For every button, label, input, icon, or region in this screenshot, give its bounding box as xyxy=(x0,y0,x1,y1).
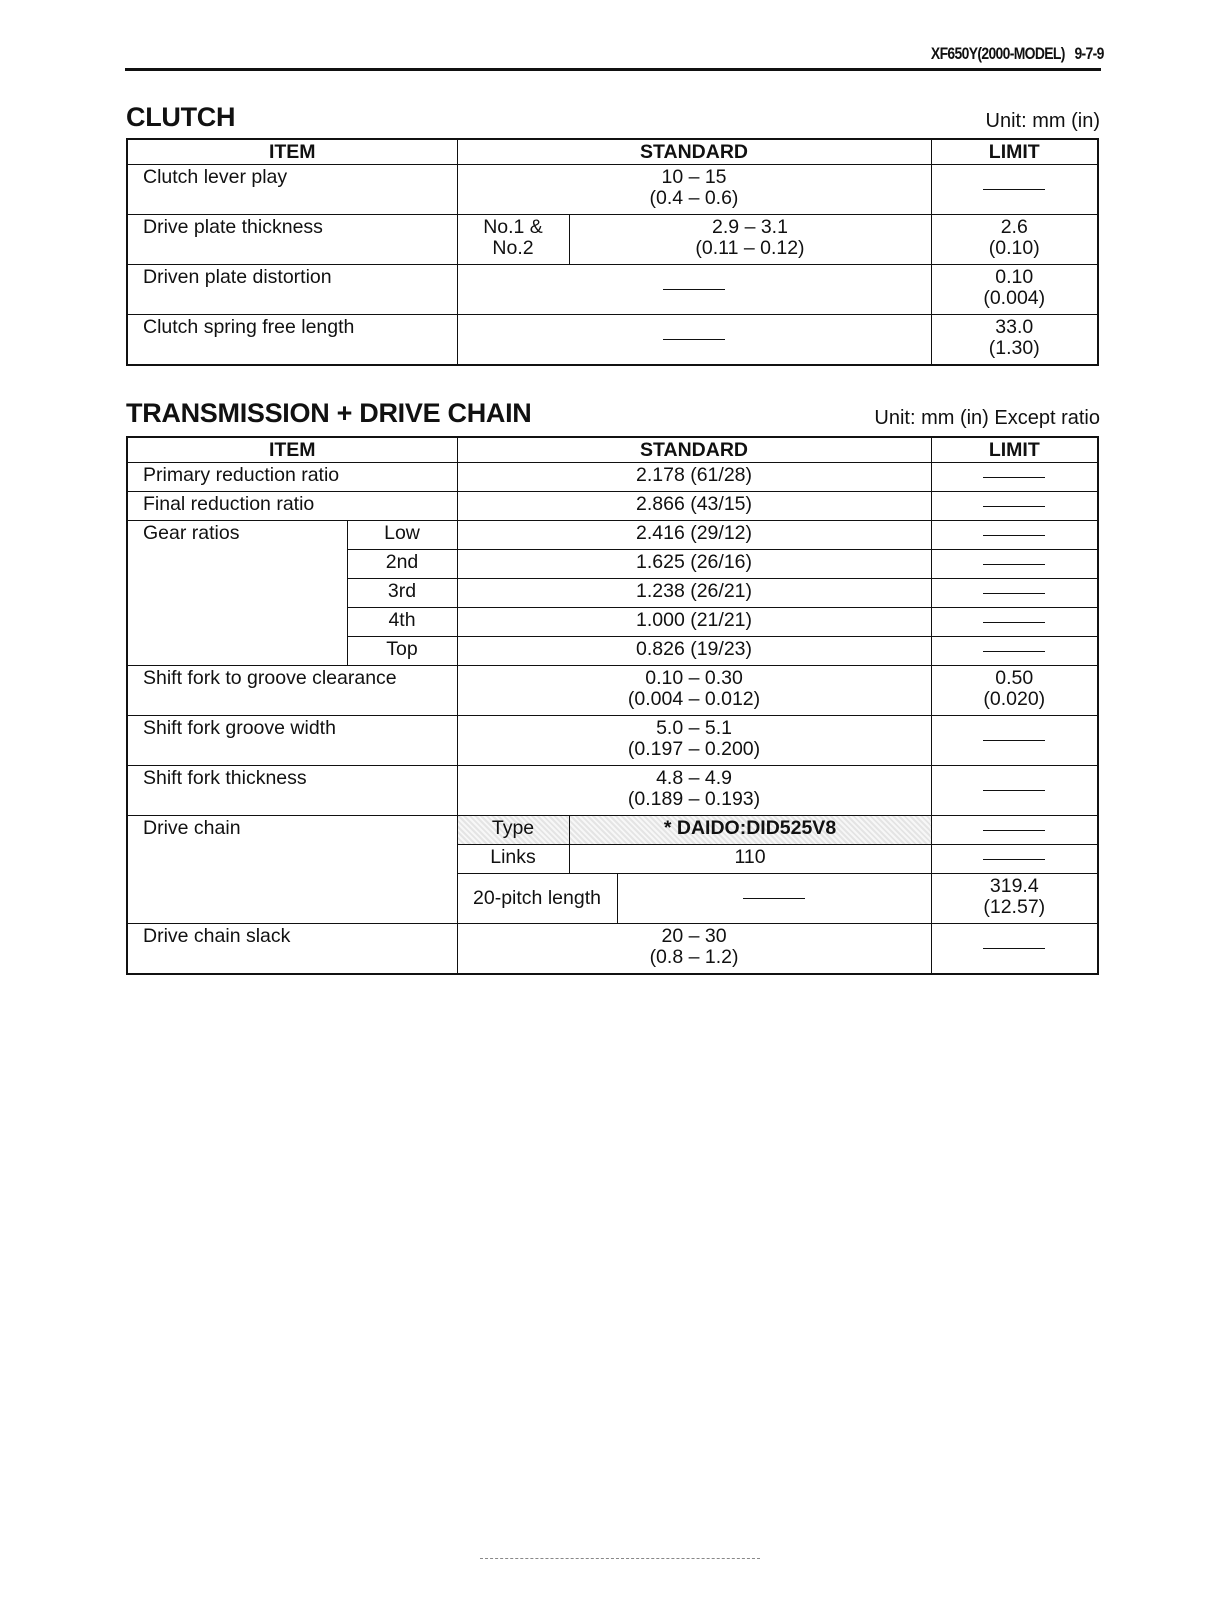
chain-type-label: Type xyxy=(457,816,569,845)
table-row xyxy=(127,521,1098,550)
standard-cell: 0.826 (19/23) xyxy=(457,637,931,666)
col-limit: LIMIT xyxy=(931,437,1098,463)
gear-cell: Top xyxy=(347,637,457,666)
item-cell: Shift fork to groove clearance xyxy=(127,666,457,716)
col-item: ITEM xyxy=(127,437,457,463)
limit-cell xyxy=(931,924,1098,974)
chain-pitch-label: 20-pitch length xyxy=(457,874,617,924)
table-row xyxy=(127,492,1098,521)
limit-cell xyxy=(931,845,1098,874)
item-cell: Primary reduction ratio xyxy=(127,463,457,492)
standard-cell xyxy=(457,265,931,315)
limit-cell xyxy=(931,550,1098,579)
sub-cell: No.1 & No.2 xyxy=(457,215,569,265)
page-header xyxy=(931,44,1104,64)
item-cell: Clutch lever play xyxy=(127,165,457,215)
chain-type-value: * DAIDO:DID525V8 xyxy=(569,816,931,845)
limit-cell: 0.50 (0.020) xyxy=(931,666,1098,716)
scan-artifact-line xyxy=(480,1558,760,1561)
standard-cell xyxy=(617,874,931,924)
item-cell: Drive plate thickness xyxy=(127,215,457,265)
limit-cell xyxy=(931,165,1098,215)
table-row xyxy=(127,265,1098,315)
table-row xyxy=(127,315,1098,365)
gear-cell: 2nd xyxy=(347,550,457,579)
chain-links-value: 110 xyxy=(569,845,931,874)
page-number: 9-7-9 xyxy=(1074,44,1104,63)
standard-cell: 1.000 (21/21) xyxy=(457,608,931,637)
table-row xyxy=(127,816,1098,845)
item-cell: Shift fork groove width xyxy=(127,716,457,766)
clutch-title: CLUTCH xyxy=(126,102,236,132)
table-row xyxy=(127,215,1098,265)
standard-cell: 10 – 15 (0.4 – 0.6) xyxy=(457,165,931,215)
standard-cell: 20 – 30 (0.8 – 1.2) xyxy=(457,924,931,974)
standard-cell: 1.625 (26/16) xyxy=(457,550,931,579)
standard-cell: 5.0 – 5.1 (0.197 – 0.200) xyxy=(457,716,931,766)
limit-cell: 0.10 (0.004) xyxy=(931,265,1098,315)
limit-cell xyxy=(931,766,1098,816)
table-row xyxy=(127,463,1098,492)
table-row xyxy=(127,716,1098,766)
limit-cell: 33.0 (1.30) xyxy=(931,315,1098,365)
transmission-unit: Unit: mm (in) Except ratio xyxy=(874,407,1100,429)
col-limit: LIMIT xyxy=(931,139,1098,165)
header-rule xyxy=(125,68,1101,71)
table-row xyxy=(127,165,1098,215)
clutch-unit: Unit: mm (in) xyxy=(985,110,1100,132)
limit-cell xyxy=(931,521,1098,550)
table-row xyxy=(127,666,1098,716)
limit-cell xyxy=(931,637,1098,666)
limit-cell xyxy=(931,608,1098,637)
chain-links-label: Links xyxy=(457,845,569,874)
standard-cell xyxy=(457,315,931,365)
limit-cell xyxy=(931,463,1098,492)
limit-cell xyxy=(931,816,1098,845)
item-cell: Gear ratios xyxy=(127,521,347,666)
standard-cell: 4.8 – 4.9 (0.189 – 0.193) xyxy=(457,766,931,816)
limit-cell: 319.4 (12.57) xyxy=(931,874,1098,924)
clutch-table xyxy=(126,138,1099,366)
standard-cell: 0.10 – 0.30 (0.004 – 0.012) xyxy=(457,666,931,716)
standard-cell: 2.416 (29/12) xyxy=(457,521,931,550)
item-cell: Drive chain xyxy=(127,816,457,924)
col-item: ITEM xyxy=(127,139,457,165)
table-row xyxy=(127,924,1098,974)
item-cell: Clutch spring free length xyxy=(127,315,457,365)
table-row xyxy=(127,766,1098,816)
gear-cell: 3rd xyxy=(347,579,457,608)
gear-cell: Low xyxy=(347,521,457,550)
limit-cell xyxy=(931,579,1098,608)
limit-cell xyxy=(931,716,1098,766)
limit-cell xyxy=(931,492,1098,521)
gear-cell: 4th xyxy=(347,608,457,637)
item-cell: Final reduction ratio xyxy=(127,492,457,521)
col-standard: STANDARD xyxy=(457,437,931,463)
standard-cell: 2.9 – 3.1 (0.11 – 0.12) xyxy=(569,215,931,265)
standard-cell: 2.866 (43/15) xyxy=(457,492,931,521)
transmission-title: TRANSMISSION + DRIVE CHAIN xyxy=(126,398,532,428)
standard-cell: 1.238 (26/21) xyxy=(457,579,931,608)
model-title: XF650Y(2000-MODEL) xyxy=(931,44,1066,63)
item-cell: Shift fork thickness xyxy=(127,766,457,816)
item-cell: Drive chain slack xyxy=(127,924,457,974)
standard-cell: 2.178 (61/28) xyxy=(457,463,931,492)
item-cell: Driven plate distortion xyxy=(127,265,457,315)
transmission-table xyxy=(126,436,1099,975)
col-standard: STANDARD xyxy=(457,139,931,165)
limit-cell: 2.6 (0.10) xyxy=(931,215,1098,265)
